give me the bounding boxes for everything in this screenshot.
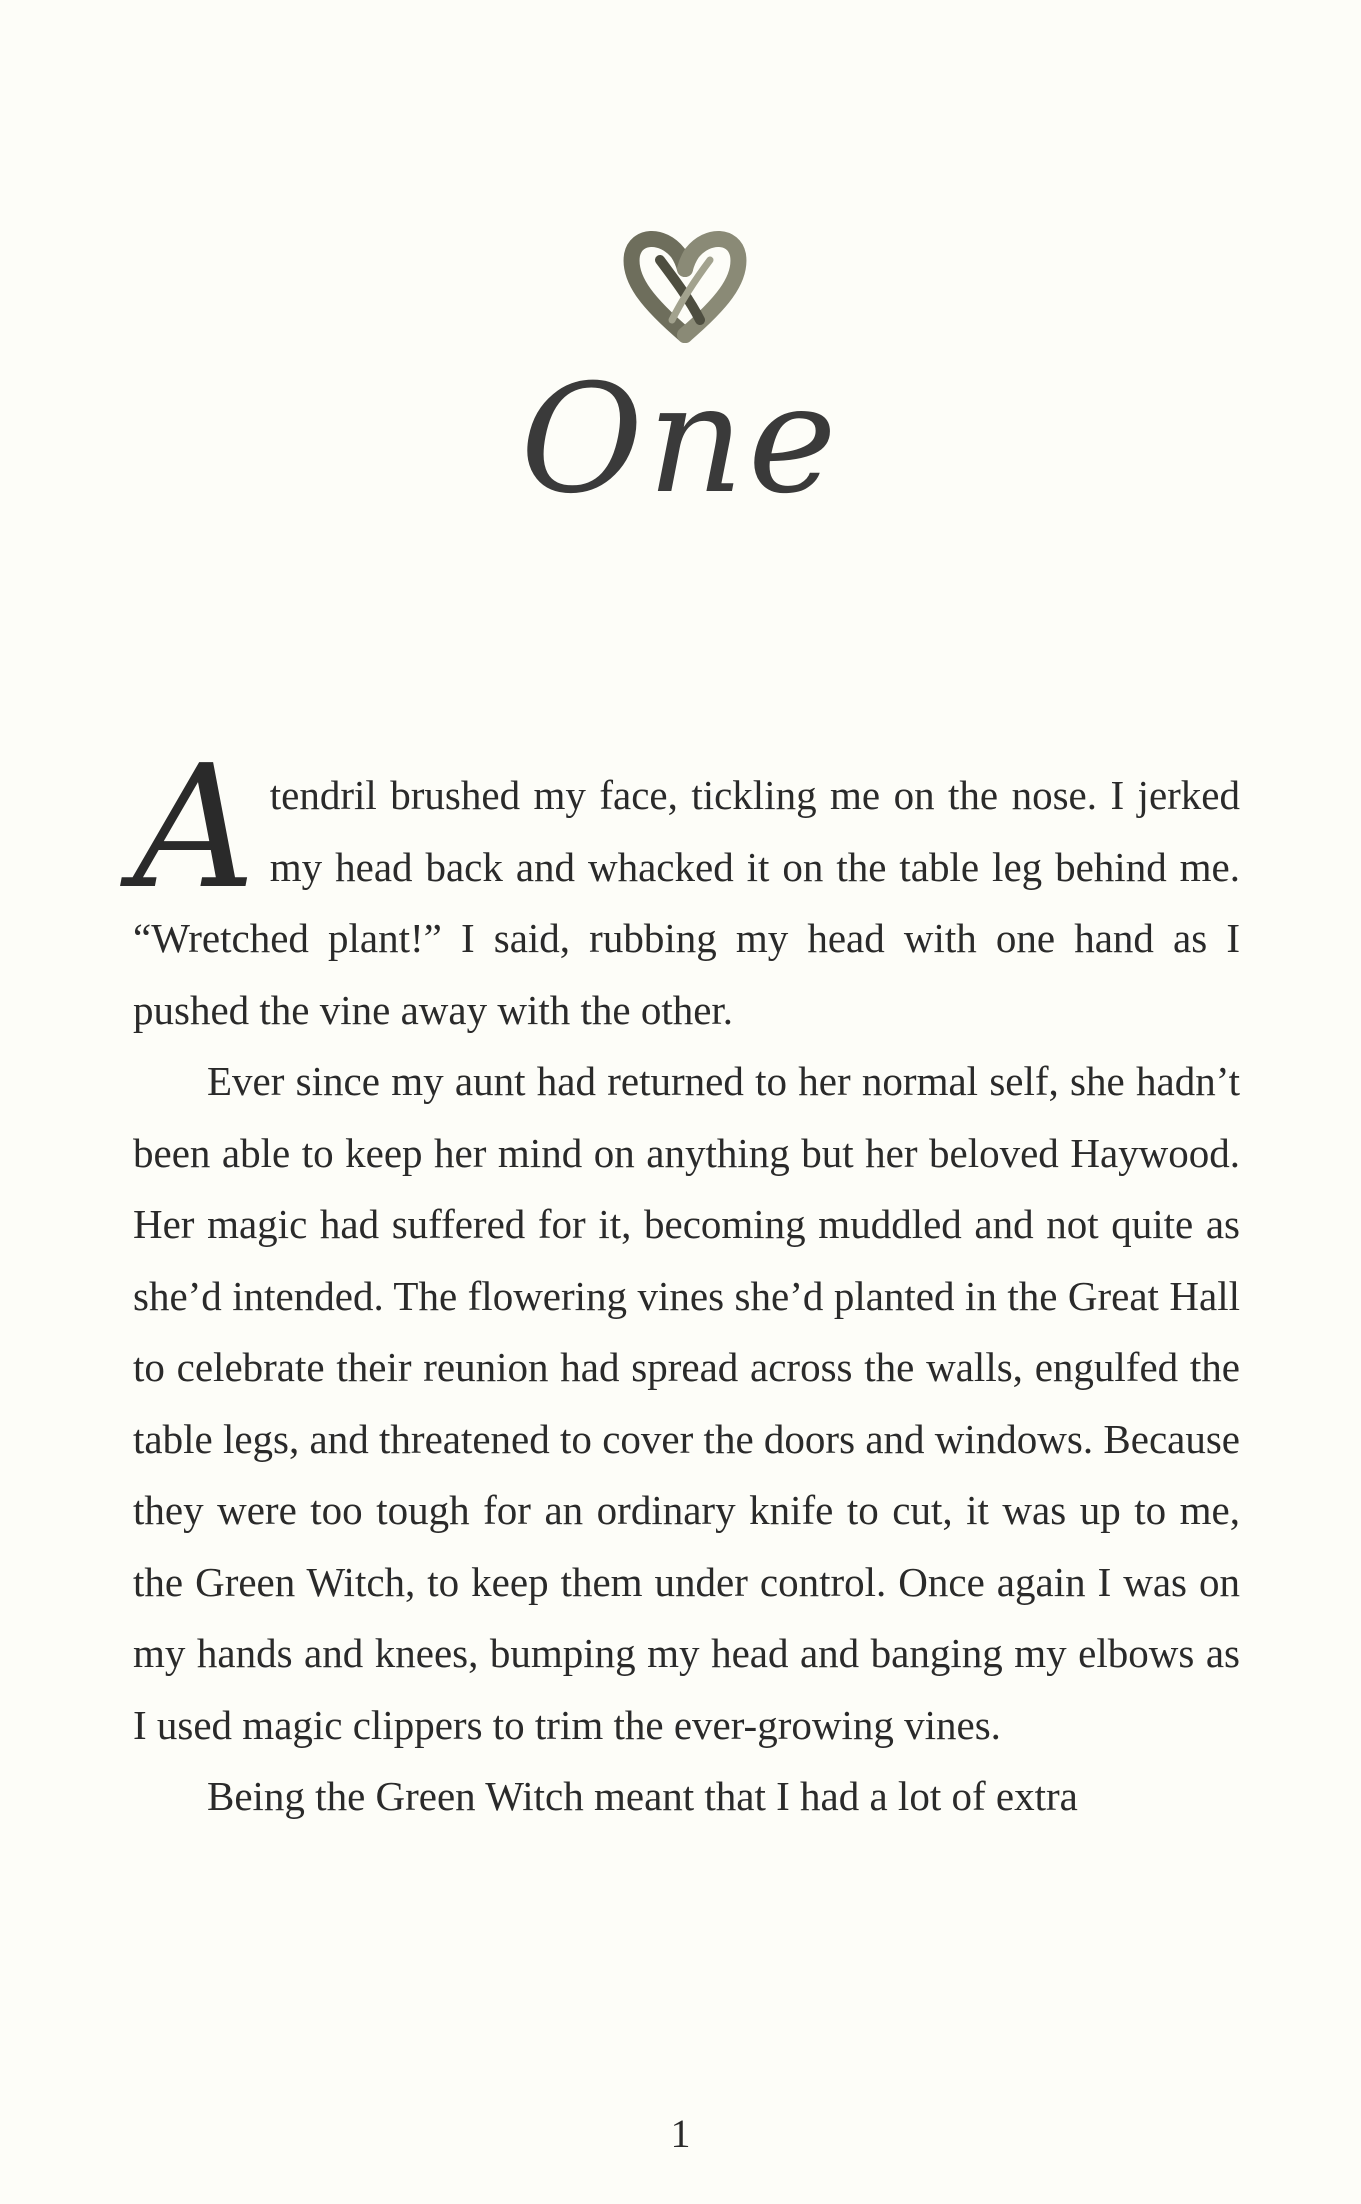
page-number: 1 xyxy=(670,2111,691,2156)
paragraph-2: Ever since my aunt had returned to her normal self, she hadn’t been able to keep her mind on anything but her beloved Haywood. Her magic had suffered for it, becoming muddled and not quite as she’d intended. The flowering vines she’d planted in the Great Hall to celebrate their reunion had spread across the walls, engulfed the table legs, and threatened to cover the doors and windows. Because they were too tough for an ordinary knife to cut, it was up to me, the Green Witch, to keep them under control. Once again I was on my hands and knees, bumping my head and banging my elbows as I used magic clippers to trim the ever-growing vines. xyxy=(133,1058,1240,1748)
paragraph-3: Being the Green Witch meant that I had a lot of extra xyxy=(207,1773,1078,1819)
interlocked-rings-heart-icon xyxy=(620,225,750,345)
chapter-title: One xyxy=(520,353,841,527)
paragraph-1 xyxy=(133,729,1240,1046)
paragraph-1-text: tendril brushed my face, tickling me on the nose. I jerked my head back and whacked it on the table leg behind me. “Wretched plant!” I said, rubbing my head with one hand as I pushed the vine away with the other. xyxy=(133,772,1240,1033)
chapter-body xyxy=(133,729,1240,1833)
drop-cap: A xyxy=(133,729,256,927)
